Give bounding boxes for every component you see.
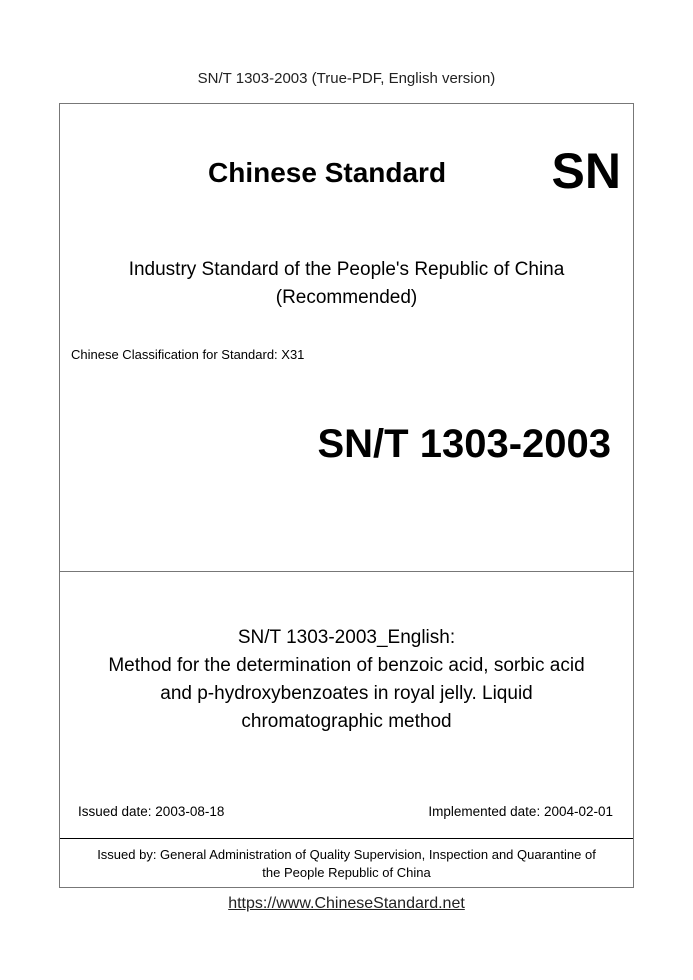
cover-top-section [60,104,633,572]
cover-frame [59,103,634,888]
description-line-2: Method for the determination of benzoic acid, sorbic acid [108,655,585,676]
standard-label: Chinese Standard [208,157,447,188]
description-line-3: and p-hydroxybenzoates in royal jelly. Liquid [160,683,533,704]
document-header: SN/T 1303-2003 (True-PDF, English version) [197,70,496,87]
issuer-line-2: the People Republic of China [262,865,431,880]
issuer-box [60,838,633,889]
description-line-4: chromatographic method [241,711,452,732]
issuer-line-1: Issued by: General Administration of Quality Supervision, Inspection and Quarantine of [97,847,596,862]
standard-description [60,624,633,736]
implemented-date: Implemented date: 2004-02-01 [428,804,613,819]
industry-line-2: (Recommended) [275,287,418,308]
description-line-1: SN/T 1303-2003_English: [237,627,456,648]
industry-standard-text [60,256,633,312]
classification-text: Chinese Classification for Standard: X31 [71,347,305,362]
website-link[interactable]: https://www.ChineseStandard.net [228,895,465,912]
issued-date: Issued date: 2003-08-18 [78,804,225,819]
standard-code-short: SN [551,143,621,199]
industry-line-1: Industry Standard of the People's Republic of China [128,259,565,280]
standard-number: SN/T 1303-2003 [317,422,611,466]
